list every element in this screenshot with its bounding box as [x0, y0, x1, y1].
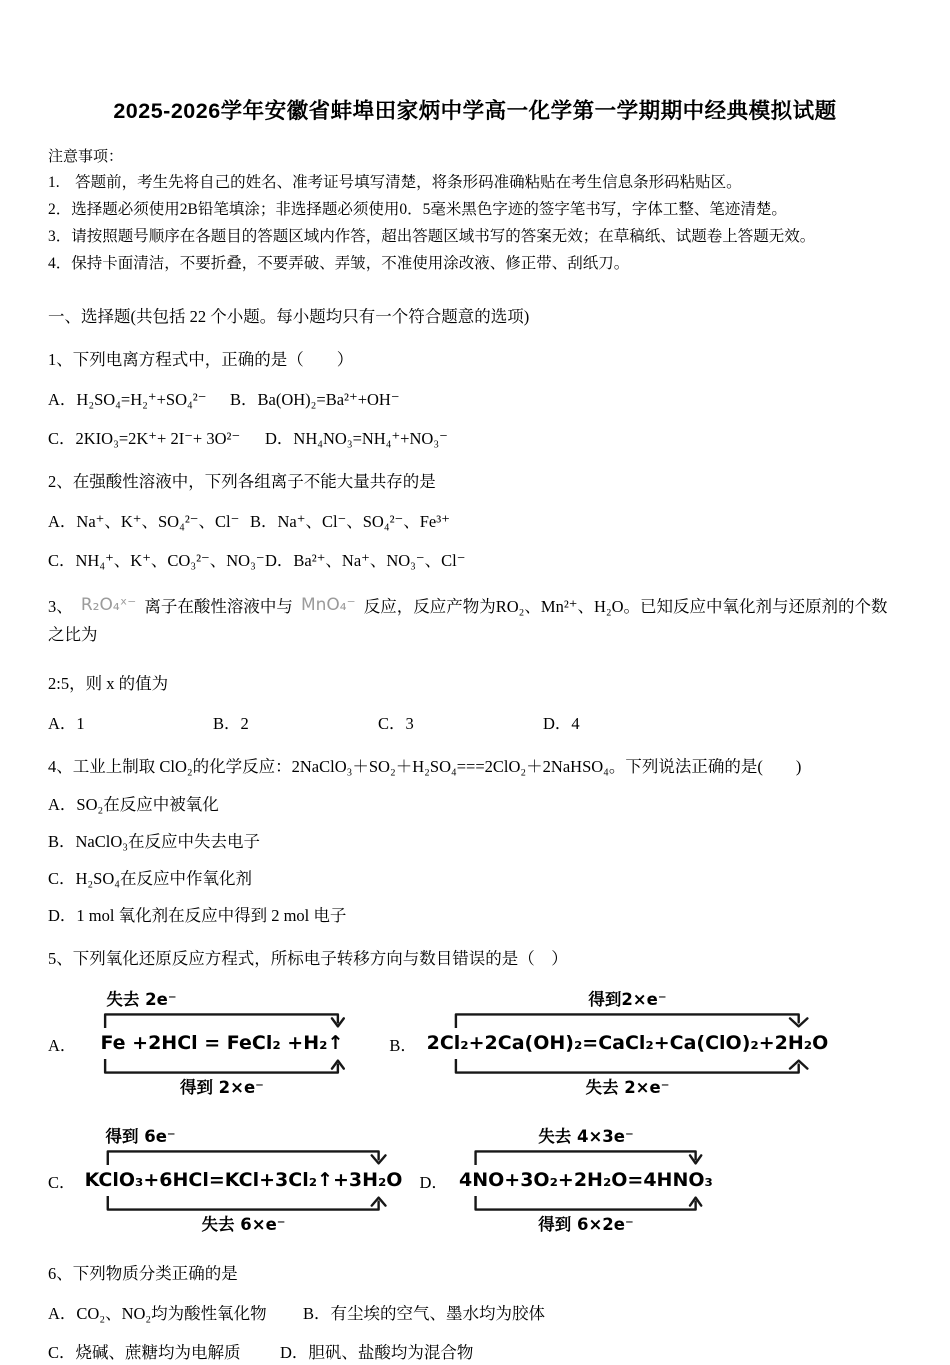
electron-arrow-bottom-icon: [96, 1196, 390, 1212]
question-4-option-a: A．SO₂在反应中被氧化: [48, 795, 219, 814]
question-2: [48, 468, 902, 573]
electron-arrow-top-icon: [95, 1012, 348, 1028]
question-1: [48, 346, 902, 451]
notice-item-2: 2．选择题必须使用2B铅笔填涂；非选择题必须使用0．5毫米黑色字迹的签字笔书写，字体工整、笔迹清楚。: [48, 201, 787, 218]
question-1-option-b: B．Ba(OH)₂=Ba²⁺+OH⁻: [230, 390, 400, 409]
question-6-option-b: B．有尘埃的空气、墨水均为胶体: [303, 1304, 546, 1323]
diagram-equation: Fe +2HCl = FeCl₂ +H₂↑: [100, 1032, 344, 1054]
electron-transfer-diagram-c: [84, 1125, 404, 1236]
question-1-options-row-2: [48, 427, 902, 451]
notice-item-1: 1. 答题前，考生先将自己的姓名、准考证号填写清楚，将条形码准确粘贴在考生信息条形码粘贴区。: [48, 174, 742, 191]
question-3-number: 3、: [48, 597, 73, 616]
electron-transfer-diagram-d: [456, 1125, 716, 1236]
diagram-equation: 4NO+3O₂+2H₂O=4HNO₃: [459, 1169, 713, 1191]
electron-transfer-diagram-b: [425, 988, 830, 1099]
question-5: [48, 945, 902, 1236]
diagram-equation: 2Cl₂+2Ca(OH)₂=CaCl₂+Ca(ClO)₂+2H₂O: [426, 1032, 829, 1054]
question-1-option-d: D．NH₄NO₃=NH₄⁺+NO₃⁻: [265, 429, 448, 448]
question-4-option-d: D．1 mol 氧化剂在反应中得到 2 mol 电子: [48, 906, 347, 925]
question-5-option-b: [389, 988, 830, 1099]
question-1-options-row-1: [48, 388, 902, 412]
question-5-diagram-row-1: [48, 988, 902, 1099]
arrow-label-bottom: 得到 6×2e⁻: [538, 1215, 634, 1234]
question-5-option-a-label: A．: [48, 1035, 77, 1055]
section-heading: 一、选择题(共包括 22 个小题。每小题均只有一个符合题意的选项): [48, 307, 530, 326]
question-2-options-row-2: [48, 549, 902, 573]
question-3-text-1: 离子在酸性溶液中与: [144, 597, 293, 616]
question-6-option-d: D．胆矾、盐酸均为混合物: [280, 1343, 474, 1362]
electron-arrow-bottom-icon: [466, 1196, 705, 1212]
question-5-option-c: [48, 1125, 404, 1236]
question-1-option-c: C．2KIO₃=2K⁺+ 2I⁻+ 3O²⁻: [48, 429, 241, 448]
notice-section: [48, 145, 902, 277]
question-3-text-2: 反应，反应产物为RO₂、Mn²⁺、H₂O。已知反应中氧化剂与还原剂的个数之比为: [48, 597, 888, 644]
question-3-option-b: B．2: [213, 714, 249, 733]
electron-arrow-bottom-icon: [95, 1059, 348, 1075]
question-4: [48, 753, 902, 928]
electron-arrow-top-icon: [466, 1149, 705, 1165]
arrow-label-top: 失去 4×3e⁻: [538, 1127, 634, 1146]
notice-header: 注意事项：: [48, 149, 124, 165]
question-6-stem: 6、下列物质分类正确的是: [48, 1264, 238, 1283]
question-5-diagram-row-2: [48, 1125, 902, 1236]
question-5-option-c-label: C．: [48, 1172, 76, 1192]
question-5-stem: 5、下列氧化还原反应方程式，所标电子转移方向与数目错误的是（ ）: [48, 949, 568, 968]
page-title: 2025-2026学年安徽省蚌埠田家炳中学高一化学第一学期期中经典模拟试题: [113, 99, 837, 123]
electron-arrow-top-icon: [96, 1149, 390, 1165]
electron-transfer-diagram-a: [84, 988, 359, 1099]
question-1-stem: 1、下列电离方程式中，正确的是（ ）: [48, 350, 354, 369]
question-2-option-d: D．Ba²⁺、Na⁺、NO₃⁻、Cl⁻: [265, 551, 466, 570]
question-3-option-c: C．3: [378, 714, 414, 733]
question-4-option-c: C．H₂SO₄在反应中作氧化剂: [48, 869, 253, 888]
question-3-option-d: D．4: [543, 714, 580, 733]
question-1-option-a: A．H₂SO₄=H₂⁺+SO₄²⁻: [48, 390, 207, 409]
question-3-formula-mno4: MnO₄⁻: [300, 595, 356, 615]
notice-item-4: 4．保持卡面清洁，不要折叠，不要弄破、弄皱，不准使用涂改液、修正带、刮纸刀。: [48, 255, 630, 272]
question-6-option-c: C．烧碱、蔗糖均为电解质: [48, 1343, 241, 1362]
electron-arrow-top-icon: [441, 1012, 814, 1028]
question-2-stem: 2、在强酸性溶液中，下列各组离子不能大量共存的是: [48, 472, 436, 491]
arrow-label-top: 得到 6e⁻: [105, 1127, 176, 1146]
question-3-stem: [48, 593, 902, 648]
notice-item-3: 3．请按照题号顺序在各题目的答题区域内作答，超出答题区域书写的答案无效；在草稿纸、试题卷上答题无效。: [48, 228, 816, 245]
question-5-option-a: [48, 988, 359, 1099]
question-3-option-a: A．1: [48, 714, 85, 733]
question-5-option-d-label: D．: [419, 1172, 448, 1192]
question-2-option-c: C．NH₄⁺、K⁺、CO₃²⁻、NO₃⁻: [48, 551, 265, 570]
question-4-stem: 4、工业上制取 ClO₂的化学反应：2NaClO₃＋SO₂＋H₂SO₄===2ClO₂＋2NaHSO₄。下列说法正确的是( ): [48, 757, 802, 776]
question-3-formula-r2o4: R₂O₄ˣ⁻: [80, 595, 137, 615]
arrow-label-top: 得到2×e⁻: [588, 990, 667, 1009]
arrow-label-bottom: 失去 2×e⁻: [585, 1078, 670, 1097]
question-3-text-3: 2:5，则 x 的值为: [48, 674, 169, 693]
question-3: [48, 593, 902, 736]
arrow-label-top: 失去 2e⁻: [106, 990, 177, 1009]
diagram-equation: KClO₃+6HCl=KCl+3Cl₂↑+3H₂O: [84, 1169, 403, 1191]
question-5-option-b-label: B．: [389, 1035, 417, 1055]
question-5-option-d: [420, 1125, 716, 1236]
question-6-options-row-2: [48, 1341, 902, 1365]
question-2-option-b: B．Na⁺、Cl⁻、SO₄²⁻、Fe³⁺: [250, 512, 450, 531]
question-6-options-row-1: [48, 1302, 902, 1326]
question-6: [48, 1260, 902, 1365]
question-4-option-b: B．NaClO₃在反应中失去电子: [48, 832, 261, 851]
question-6-option-a: A．CO₂、NO₂均为酸性氧化物: [48, 1304, 267, 1323]
question-2-options-row-1: [48, 510, 902, 534]
question-2-option-a: A．Na⁺、K⁺、SO₄²⁻、Cl⁻: [48, 512, 240, 531]
arrow-label-bottom: 失去 6×e⁻: [201, 1215, 286, 1234]
question-3-options-row: [48, 712, 902, 736]
arrow-label-bottom: 得到 2×e⁻: [179, 1078, 264, 1097]
electron-arrow-bottom-icon: [441, 1059, 814, 1075]
